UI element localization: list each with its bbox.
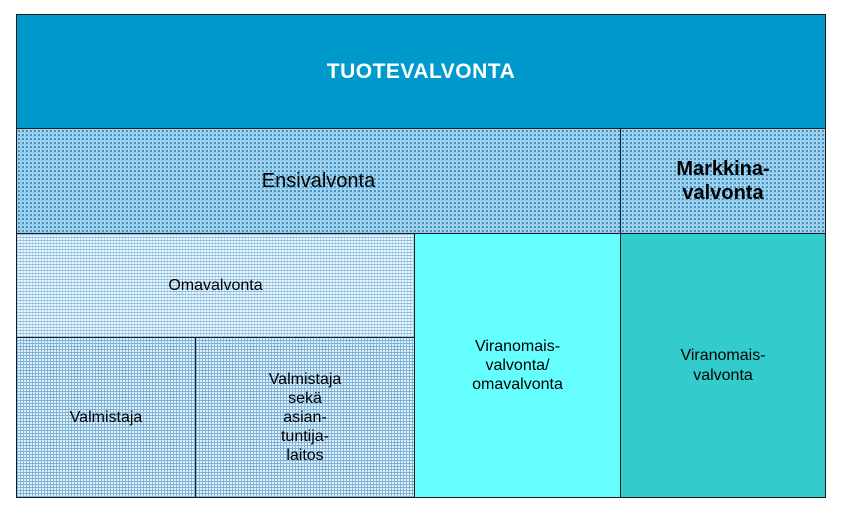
viranomaisvalvonta-omavalvonta-line-3: omavalvonta (472, 376, 563, 394)
valmistaja-asiantuntijalaitos-cell (195, 337, 415, 498)
omavalvonta-label: Omavalvonta (168, 276, 263, 294)
markkinavalvonta-line-2: valvonta (682, 182, 764, 204)
viranomaisvalvonta-cell (620, 233, 826, 498)
markkinavalvonta-cell (620, 128, 826, 234)
markkinavalvonta-line-1: Markkina- (676, 158, 770, 180)
valmistaja-cell (16, 337, 196, 498)
ensivalvonta-cell (16, 128, 621, 234)
viranomaisvalvonta-omavalvonta-label (472, 337, 563, 395)
valmistaja-asiantuntijalaitos-line-3: asian- (283, 408, 327, 426)
viranomaisvalvonta-line-2: valvonta (693, 366, 753, 384)
markkinavalvonta-label (676, 157, 769, 205)
ensivalvonta-label: Ensivalvonta (261, 170, 376, 192)
viranomaisvalvonta-omavalvonta-cell (414, 233, 621, 498)
valmistaja-asiantuntijalaitos-line-4: tuntija- (280, 428, 330, 446)
valmistaja-label: Valmistaja (69, 408, 143, 426)
valmistaja-asiantuntijalaitos-line-1: Valmistaja (268, 370, 342, 388)
header-cell (16, 14, 826, 129)
valmistaja-asiantuntijalaitos-line-2: sekä (288, 389, 322, 407)
valmistaja-asiantuntijalaitos-line-5: laitos (286, 447, 324, 465)
omavalvonta-cell (16, 233, 415, 338)
viranomaisvalvonta-omavalvonta-line-2: valvonta/ (485, 356, 550, 374)
product-control-diagram (16, 14, 826, 498)
viranomaisvalvonta-label (680, 346, 765, 384)
valmistaja-asiantuntijalaitos-label (269, 370, 342, 466)
viranomaisvalvonta-omavalvonta-line-1: Viranomais- (474, 337, 561, 355)
viranomaisvalvonta-line-1: Viranomais- (680, 347, 766, 365)
header-title: TUOTEVALVONTA (326, 59, 516, 83)
